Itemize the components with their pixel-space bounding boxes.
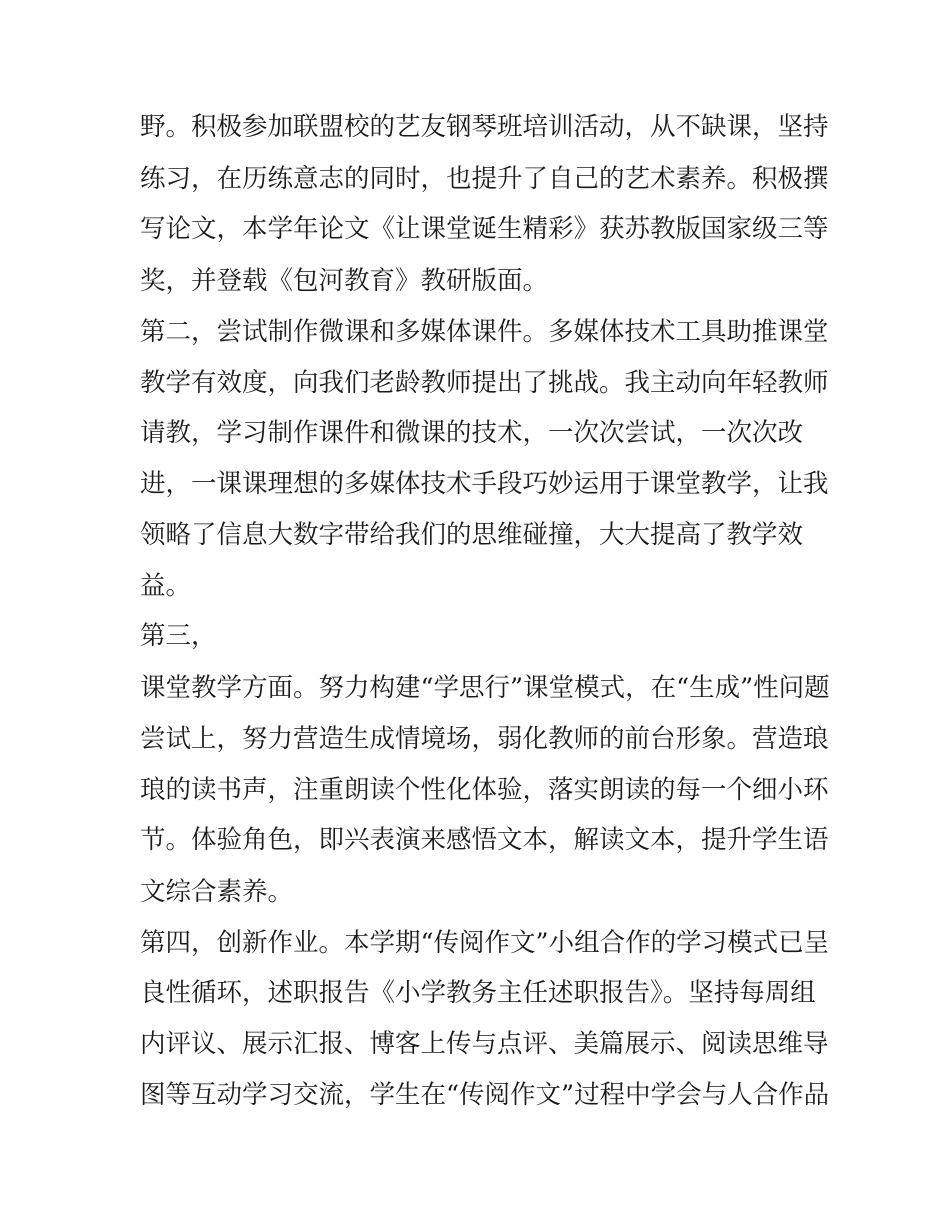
- text-line: 领略了信息大数字带给我们的思维碰撞，大大提高了教学效: [140, 520, 804, 550]
- text-line: 文综合素养。: [140, 877, 294, 907]
- text-line: 练习，在历练意志的同时，也提升了自己的艺术素养。积极撰: [140, 164, 829, 194]
- text-line: 内评议、展示汇报、博客上传与点评、美篇展示、阅读思维导: [140, 1029, 829, 1059]
- text-line: 野。积极参加联盟校的艺友钢琴班培训活动，从不缺课，坚持: [140, 112, 829, 142]
- text-line: 图等互动学习交流，学生在“传阅作文”过程中学会与人合作品: [140, 1080, 830, 1110]
- text-line: 进，一课课理想的多媒体技术手段巧妙运用于课堂教学，让我: [140, 469, 829, 499]
- text-line: 尝试上，努力营造生成情境场，弱化教师的前台形象。营造琅: [140, 724, 829, 754]
- text-line: 良性循环，述职报告《小学教务主任述职报告》。坚持每周组: [140, 978, 816, 1008]
- text-line: 课堂教学方面。努力构建“学思行”课堂模式，在“生成”性问题: [140, 673, 830, 703]
- text-line: 第二，尝试制作微课和多媒体课件。多媒体技术工具助推课堂: [140, 317, 829, 347]
- text-line: 写论文，本学年论文《让课堂诞生精彩》获苏教版国家级三等: [140, 214, 829, 244]
- text-line: 第四，创新作业。本学期“传阅作文”小组合作的学习模式已呈: [140, 928, 830, 958]
- text-line: 奖，并登载《包河教育》教研版面。: [140, 266, 549, 296]
- text-line: 教学有效度，向我们老龄教师提出了挑战。我主动向年轻教师: [140, 368, 829, 398]
- text-line: 益。: [140, 571, 192, 601]
- text-line: 请教，学习制作课件和微课的技术，一次次尝试，一次次改: [140, 418, 804, 448]
- text-line: 节。体验角色，即兴表演来感悟文本，解读文本，提升学生语: [140, 825, 829, 855]
- text-line: 琅的读书声，注重朗读个性化体验，落实朗读的每一个细小环: [140, 775, 829, 805]
- text-line: 第三，: [140, 621, 217, 651]
